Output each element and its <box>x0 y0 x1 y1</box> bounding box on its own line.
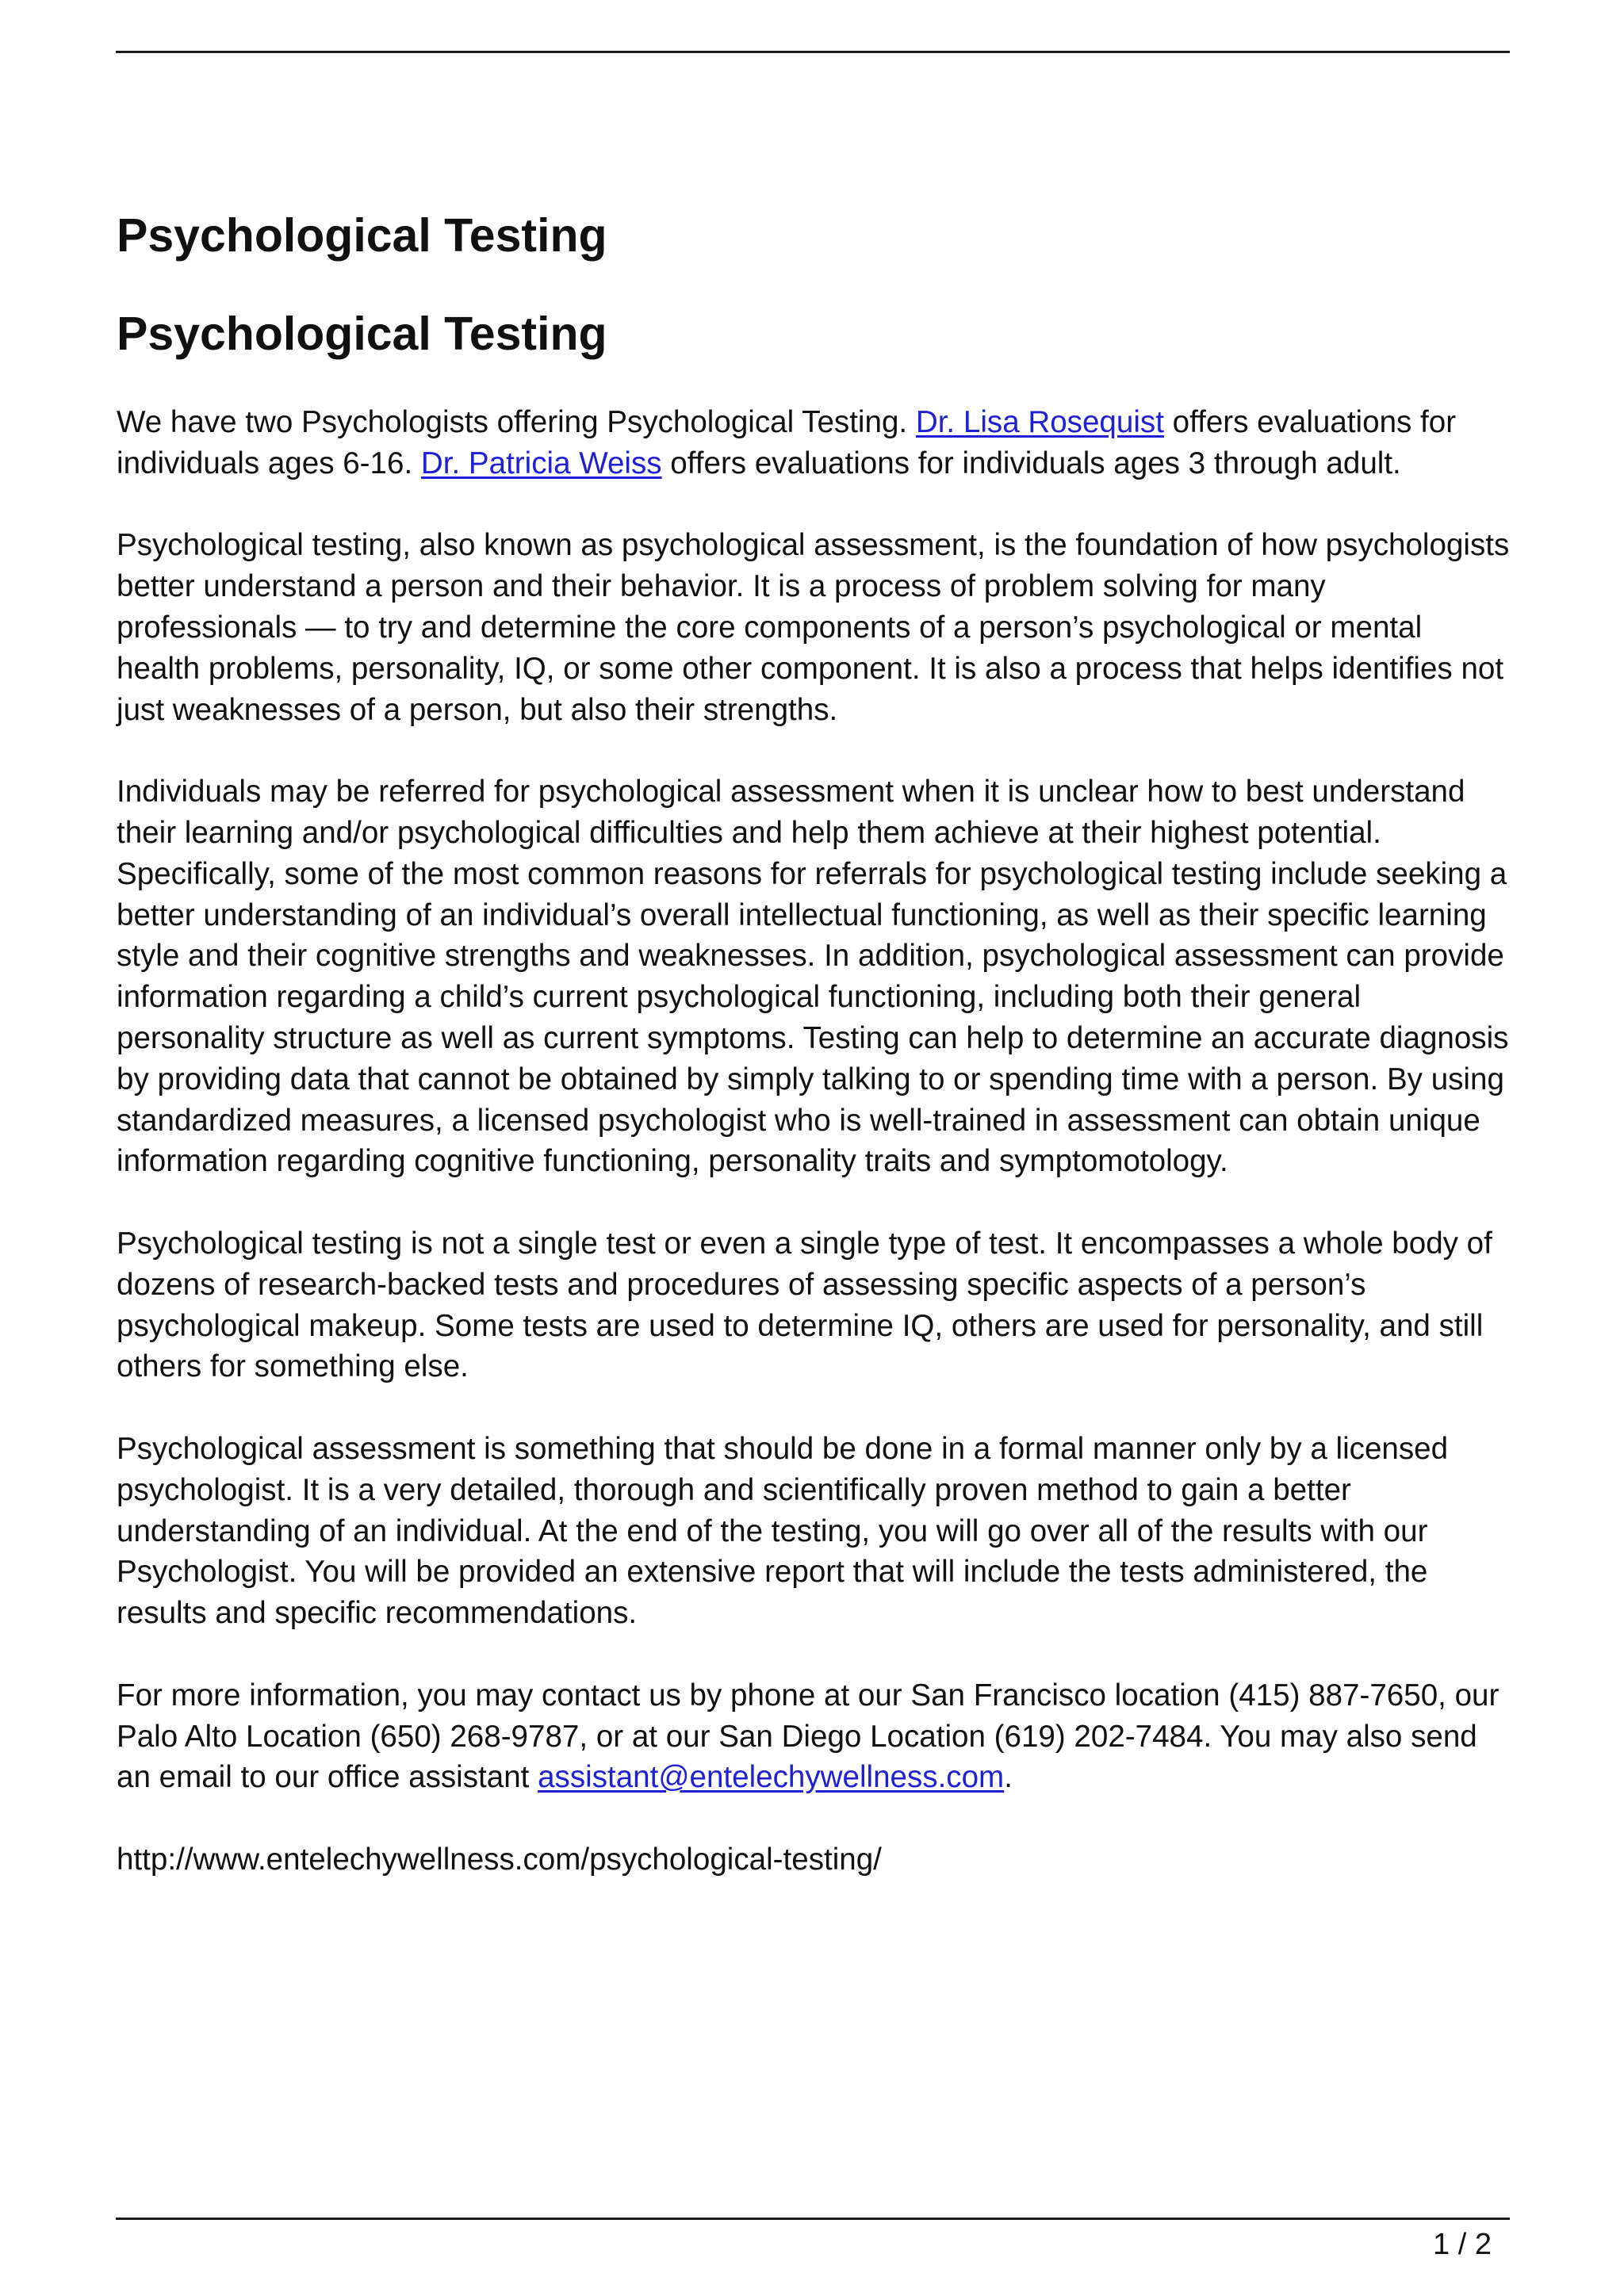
page-number: 1 / 2 <box>1433 2228 1492 2261</box>
intro-paragraph <box>117 402 1512 484</box>
lisa-rosequist-link[interactable]: Dr. Lisa Rosequist <box>915 405 1164 439</box>
header-rule <box>116 51 1510 53</box>
intro-text-3: offers evaluations for individuals ages 3 through adult. <box>661 446 1401 480</box>
article-heading: Psychological Testing <box>117 308 607 360</box>
contact-paragraph <box>117 1675 1512 1798</box>
body-paragraph-referrals: Individuals may be referred for psychological assessment when it is unclear how to best understand their learning and/or psychological difficulties and help them achieve at their highest potential. Specifically, some of the most common reasons for referrals for psychological testing include seeking a better understanding of an individual’s overall intellectual functioning, as well as their specific learning style and their cognitive strengths and weaknesses. In addition, psychological assessment can provide information regarding a child’s current psychological functioning, including both their general personality structure as well as current symptoms. Testing can help to determine an accurate diagnosis by providing data that cannot be obtained by simply talking to or spending time with a person. By using standardized measures, a licensed psychologist who is well-trained in assessment can obtain unique information regarding cognitive functioning, personality traits and symptomotology. <box>117 775 1509 1179</box>
body-paragraph-process: Psychological assessment is something that should be done in a formal manner only by a licensed psychologist. It is a very detailed, thorough and scientifically proven method to gain a better understanding of an individual. At the end of the testing, you will go over all of the results with our Psychologist. You will be provided an extensive report that will include the tests administered, the results and specific recommendations. <box>117 1431 1449 1631</box>
document-body <box>117 208 1512 1881</box>
intro-text-2: offers evaluations for individuals ages 6-16. <box>117 405 1457 480</box>
body-paragraph-test-types: Psychological testing is not a single test or even a single type of test. It encompasses a whole body of dozens of research-backed tests and procedures of assessing specific aspects of a person’s psychological makeup. Some tests are used to determine IQ, others are used for personality, and still others for something else. <box>117 1226 1492 1384</box>
patricia-weiss-link[interactable]: Dr. Patricia Weiss <box>420 446 662 480</box>
footer-rule <box>116 2218 1510 2220</box>
intro-text-1: We have two Psychologists offering Psychological Testing. <box>117 405 916 439</box>
contact-text: For more information, you may contact us by phone at our San Francisco location (415) 887-7650, our Palo Alto Location (650) 268-9787, or at our San Diego Location (619) 202-7484. You may also send an email to our office assistant <box>117 1678 1500 1795</box>
document-title: Psychological Testing <box>117 209 607 262</box>
assistant-email-link[interactable]: assistant@entelechywellness.com <box>538 1760 1005 1795</box>
contact-text-end: . <box>1004 1760 1013 1795</box>
source-url: http://www.entelechywellness.com/psychological-testing/ <box>117 1842 882 1877</box>
body-paragraph-definition: Psychological testing, also known as psychological assessment, is the foundation of how psychologists better understand a person and their behavior. It is a process of problem solving for many professionals — to try and determine the core components of a person’s psychological or mental health problems, personality, IQ, or some other component. It is also a process that helps identifies not just weaknesses of a person, but also their strengths. <box>117 528 1510 727</box>
